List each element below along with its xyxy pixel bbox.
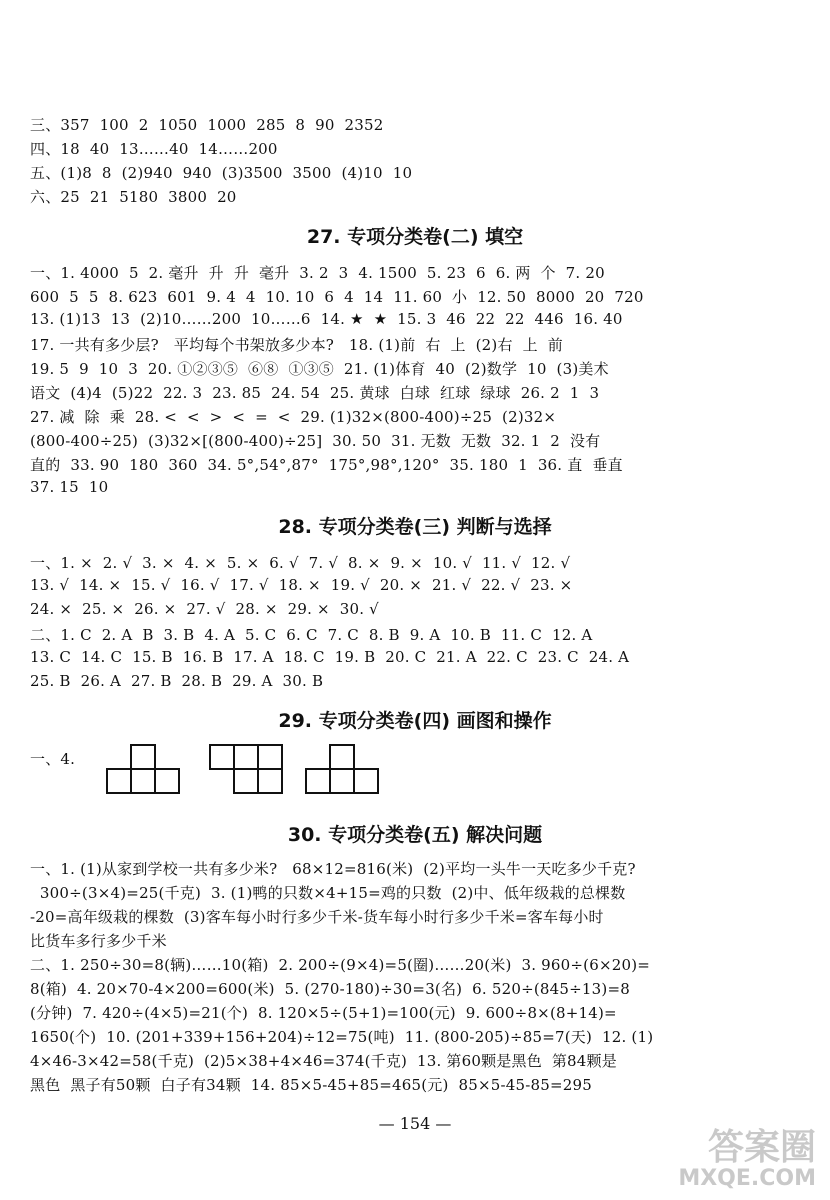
answer-line: 二、1. C 2. A B 3. B 4. A 5. C 6. C 7. C 8. B 9. A 10. B 11. C 12. A bbox=[30, 626, 593, 644]
answer-line: 1650(个) 10. (201+339+156+204)÷12=75(吨) 11. (800-205)÷85=7(天) 12. (1) bbox=[30, 1028, 654, 1046]
answer-line: 300÷(3×4)=25(千克) 3. (1)鸭的只数×4+15=鸡的只数 (2)中、低年级栽的总棵数 bbox=[30, 884, 626, 902]
answer-line: 一、1. × 2. √ 3. × 4. × 5. × 6. √ 7. √ 8. × 9. × 10. √ 11. √ 12. √ bbox=[30, 554, 571, 572]
answer-line: 13. (1)13 13 (2)10……200 10……6 14. ★ ★ 15. 3 46 22 22 446 16. 40 bbox=[30, 310, 623, 328]
cube-net-figure-3 bbox=[306, 745, 378, 793]
answer-line: 四、18 40 13……40 14……200 bbox=[30, 140, 278, 158]
answer-line: 17. 一共有多少层? 平均每个书架放多少本? 18. (1)前 右 上 (2)右 上 前 bbox=[30, 336, 563, 354]
question-label: 一、4. bbox=[30, 750, 76, 768]
answer-line: 13. √ 14. × 15. √ 16. √ 17. √ 18. × 19. √ 20. × 21. √ 22. √ 23. × bbox=[30, 576, 573, 594]
answer-line: 黑色 黑子有50颗 白子有34颗 14. 85×5-45+85=465(元) 85×5-45-85=295 bbox=[30, 1076, 592, 1094]
answer-line: 一、1. (1)从家到学校一共有多少米? 68×12=816(米) (2)平均一头牛一天吃多少千克? bbox=[30, 860, 636, 878]
answer-line: 8(箱) 4. 20×70-4×200=600(米) 5. (270-180)÷30=3(名) 6. 520÷(845÷13)=8 bbox=[30, 980, 630, 998]
cube-net-figure-1 bbox=[107, 745, 179, 793]
answer-line: 一、1. 4000 5 2. 毫升 升 升 毫升 3. 2 3 4. 1500 5. 23 6 6. 两 个 7. 20 bbox=[30, 264, 605, 282]
answer-line: 直的 33. 90 180 360 34. 5°,54°,87° 175°,98°,120° 35. 180 1 36. 直 垂直 bbox=[30, 456, 623, 474]
answer-line: 24. × 25. × 26. × 27. √ 28. × 29. × 30. √ bbox=[30, 600, 379, 618]
answer-line: 五、(1)8 8 (2)940 940 (3)3500 3500 (4)10 10 bbox=[30, 164, 413, 182]
section-heading: 27. 专项分类卷(二) 填空 bbox=[306, 226, 524, 248]
watermark-brand: 答案圈 bbox=[707, 1127, 816, 1169]
answer-line: 25. B 26. A 27. B 28. B 29. A 30. B bbox=[30, 672, 324, 690]
answer-line: 二、1. 250÷30=8(辆)……10(箱) 2. 200÷(9×4)=5(圈)……20(米) 3. 960÷(6×20)= bbox=[30, 956, 651, 974]
answer-line: 4×46-3×42=58(千克) (2)5×38+4×46=374(千克) 13. 第60颗是黑色 第84颗是 bbox=[30, 1052, 617, 1070]
answer-line: 三、357 100 2 1050 1000 285 8 90 2352 bbox=[30, 116, 384, 134]
answer-line: 27. 减 除 乘 28. < < > < = < 29. (1)32×(800-400)÷25 (2)32× bbox=[30, 408, 557, 426]
section-heading: 30. 专项分类卷(五) 解决问题 bbox=[287, 824, 543, 846]
cube-net-figure-2 bbox=[210, 745, 282, 793]
section-heading: 28. 专项分类卷(三) 判断与选择 bbox=[278, 516, 552, 538]
answer-line: (分钟) 7. 420÷(4×5)=21(个) 8. 120×5÷(5+1)=100(元) 9. 600÷8×(8+14)= bbox=[30, 1004, 617, 1022]
section-heading: 29. 专项分类卷(四) 画图和操作 bbox=[278, 710, 552, 732]
watermark bbox=[678, 1129, 816, 1190]
answer-line: 语文 (4)4 (5)22 22. 3 23. 85 24. 54 25. 黄球 白球 红球 绿球 26. 2 1 3 bbox=[30, 384, 600, 402]
answer-line: 13. C 14. C 15. B 16. B 17. A 18. C 19. B 20. C 21. A 22. C 23. C 24. A bbox=[30, 648, 630, 666]
answer-line: 比货车多行多少千米 bbox=[30, 932, 167, 950]
watermark-url: MXQE.COM bbox=[678, 1165, 816, 1191]
answer-line: 六、25 21 5180 3800 20 bbox=[30, 188, 237, 206]
answer-line: 37. 15 10 bbox=[30, 478, 109, 496]
answer-line: 19. 5 9 10 3 20. ①②③⑤ ⑥⑧ ①③⑤ 21. (1)体育 40 (2)数学 10 (3)美术 bbox=[30, 360, 609, 378]
page-number: — 154 — bbox=[378, 1114, 452, 1133]
answer-line: 600 5 5 8. 623 601 9. 4 4 10. 10 6 4 14 11. 60 小 12. 50 8000 20 720 bbox=[30, 288, 644, 306]
answer-line: -20=高年级栽的棵数 (3)客车每小时行多少千米-货车每小时行多少千米=客车每小时 bbox=[30, 908, 604, 926]
answer-line: (800-400÷25) (3)32×[(800-400)÷25] 30. 50 31. 无数 无数 32. 1 2 没有 bbox=[30, 432, 601, 450]
